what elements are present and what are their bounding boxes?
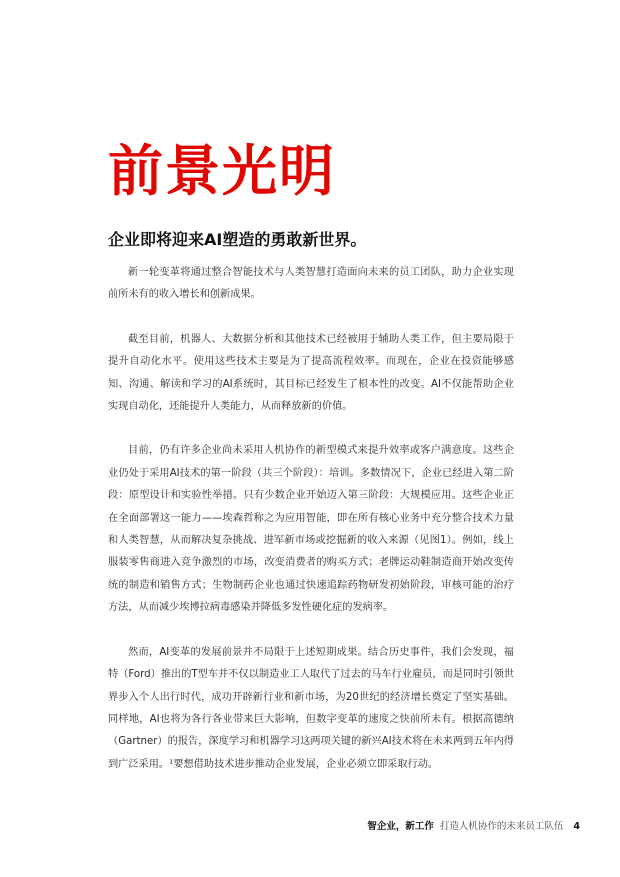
page-title: 前景光明 — [108, 139, 337, 203]
paragraph-adoption-stages: 目前，仍有许多企业尚未采用人机协作的新型模式来提升效率或客户满意度。这些企业仍处于采用AI技术的第一阶段（共三个阶段）：培训。多数情况下，企业已经进入第二阶段：原型设计和实验性举措。只有少数企业开始迈入第三阶段：大规模应用。这些企业正在全面部署这一能力——埃森哲称之为应用智能，即在所有核心业务中充分整合技术力量和人类智慧，从而解决复杂挑战、进军新市场或挖掘新的收入来源（见图1）。例如，线上服装零售商进入竞争激烈的市场，改变消费者的购买方式；老牌运动鞋制造商开始改变传统的制造和销售方式；生物制药企业也通过快速追踪药物研发初始阶段，审核可能的治疗方法，从而减少埃博拉病毒感染并降低多发性硬化症的发病率。 — [108, 445, 514, 614]
paragraph-automation: 截至目前，机器人、大数据分析和其他技术已经被用于辅助人类工作，但主要局限于提升自动化水平。使用这些技术主要是为了提高流程效率。而现在，企业在投资能够感知、沟通、解读和学习的AI系统时，其目标已经发生了根本性的改变。AI不仅能帮助企业实现自动化，还能提升人类能力，从而释放新的价值。 — [108, 333, 514, 413]
footer-subtitle: 打造人机协作的未来员工队伍 — [439, 821, 564, 832]
page-footer — [367, 820, 580, 834]
footer-brand: 智企业，新工作 — [367, 821, 434, 832]
body-text — [108, 262, 514, 798]
page-number: 4 — [573, 821, 580, 832]
page-subtitle: 企业即将迎来AI塑造的勇敢新世界。 — [108, 230, 367, 249]
paragraph-outlook: 然而，AI变革的发展前景并不局限于上述短期成果。结合历史事件，我们会发现，福特（Ford）推出的T型车并不仅以制造业工人取代了过去的马车行业雇员，而是同时引领世界步入个人出行时代，成功开辟新行业和新市场，为20世纪的经济增长奠定了坚实基础。同样地，AI也将为各行各业带来巨大影响，但数字变革的速度之快前所未有。根据高德纳（Gartner）的报告，深度学习和机器学习这两项关键的新兴AI技术将在未来两到五年内得到广泛采用。¹要想借助技术进步推动企业发展，企业必须立即采取行动。 — [108, 646, 514, 770]
paragraph-intro: 新一轮变革将通过整合智能技术与人类智慧打造面向未来的员工团队，助力企业实现前所未有的收入增长和创新成果。 — [108, 267, 514, 301]
